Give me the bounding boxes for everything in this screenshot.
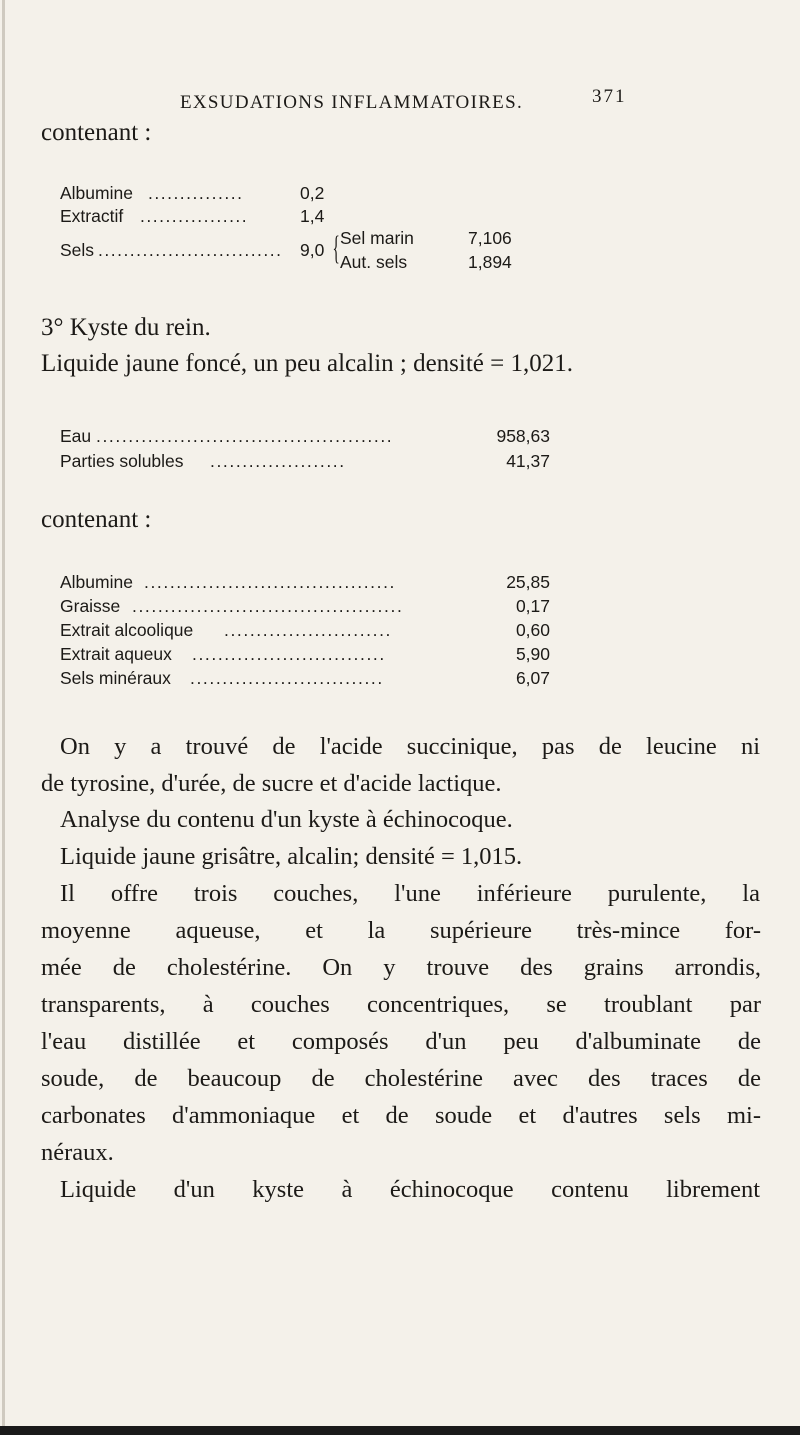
leader-dots: ................. bbox=[140, 206, 249, 226]
table-row bbox=[60, 668, 580, 690]
row-label: Albumine bbox=[60, 572, 133, 592]
sels-detail-row bbox=[340, 228, 580, 250]
leader-dots: ............... bbox=[148, 183, 244, 203]
paragraph-line: l'eau distillée et composés d'un peu d'albuminate de bbox=[41, 1028, 761, 1055]
brace: { bbox=[332, 230, 340, 267]
page-header bbox=[180, 86, 740, 116]
paragraph-line: moyenne aqueuse, et la supérieure très-mince for- bbox=[41, 917, 761, 944]
row-label: Sels bbox=[60, 240, 95, 260]
row-label: Extractif bbox=[60, 206, 124, 226]
paragraph-line: Liquide jaune grisâtre, alcalin; densité = 1,015. bbox=[60, 843, 523, 870]
paragraph-line: de tyrosine, d'urée, de sucre et d'acide lactique. bbox=[41, 770, 502, 797]
row-value: 9,0 bbox=[300, 240, 325, 260]
running-title: EXSUDATIONS INFLAMMATOIRES. bbox=[180, 92, 523, 113]
row-value: 41,37 bbox=[506, 451, 550, 471]
leader-dots: .......................................... bbox=[132, 596, 404, 616]
paragraph-line: néraux. bbox=[41, 1139, 114, 1166]
leader-dots: .......................... bbox=[224, 620, 393, 640]
leader-dots: ....................................... bbox=[144, 572, 397, 592]
row-value: 5,90 bbox=[515, 644, 550, 664]
paragraph-line: On y a trouvé de l'acide succinique, pas de leucine ni bbox=[60, 733, 760, 760]
section-description: Liquide jaune foncé, un peu alcalin ; densité = 1,021. bbox=[41, 350, 573, 377]
table-row bbox=[60, 426, 580, 448]
row-label: Sels minéraux bbox=[60, 668, 171, 688]
page-edge-bottom bbox=[0, 1426, 800, 1435]
paragraph-line: transparents, à couches concentriques, se troublant par bbox=[41, 991, 761, 1018]
detail-value: 7,106 bbox=[468, 228, 512, 248]
detail-label: Aut. sels bbox=[340, 252, 408, 272]
row-value: 958,63 bbox=[496, 426, 550, 446]
paragraph-line: Analyse du contenu d'un kyste à échinocoque. bbox=[60, 806, 513, 833]
paragraph-line: mée de cholestérine. On y trouve des grains arrondis, bbox=[41, 954, 761, 981]
page-number: 371 bbox=[592, 86, 627, 107]
section-heading: 3° Kyste du rein. bbox=[41, 314, 211, 341]
row-label: Parties solubles bbox=[60, 451, 184, 471]
row-value: 0,60 bbox=[515, 620, 550, 640]
row-value: 25,85 bbox=[506, 572, 550, 592]
row-label: Albumine bbox=[60, 183, 133, 203]
paragraph-line: Liquide d'un kyste à échinocoque contenu librement bbox=[60, 1176, 760, 1203]
leader-dots: .............................. bbox=[192, 644, 386, 664]
detail-label: Sel marin bbox=[340, 228, 414, 248]
contenant-label: contenant : bbox=[41, 506, 152, 533]
row-label: Graisse bbox=[60, 596, 121, 616]
leader-dots: ............................. bbox=[98, 240, 283, 260]
table-row bbox=[60, 620, 580, 642]
sels-detail-row bbox=[340, 252, 580, 274]
table-row bbox=[60, 206, 325, 228]
detail-value: 1,894 bbox=[468, 252, 512, 272]
row-value: 0,2 bbox=[300, 183, 325, 203]
row-value: 6,07 bbox=[515, 668, 550, 688]
row-label: Eau bbox=[60, 426, 92, 446]
intro-label: contenant : bbox=[41, 119, 152, 146]
row-value: 0,17 bbox=[515, 596, 550, 616]
leader-dots: .............................. bbox=[190, 668, 384, 688]
page-edge-left bbox=[2, 0, 5, 1435]
table-row bbox=[60, 644, 580, 666]
table-row bbox=[60, 572, 580, 594]
leader-dots: .............................................. bbox=[96, 426, 394, 446]
table-row bbox=[60, 451, 580, 473]
table-row bbox=[60, 596, 580, 618]
paragraph-line: Il offre trois couches, l'une inférieure purulente, la bbox=[60, 880, 760, 907]
row-label: Extrait aqueux bbox=[60, 644, 172, 664]
paragraph-line: carbonates d'ammoniaque et de soude et d'autres sels mi- bbox=[41, 1102, 761, 1129]
row-value: 1,4 bbox=[300, 206, 325, 226]
table-row bbox=[60, 183, 325, 205]
row-label: Extrait alcoolique bbox=[60, 620, 194, 640]
leader-dots: ..................... bbox=[210, 451, 346, 471]
paragraph-line: soude, de beaucoup de cholestérine avec des traces de bbox=[41, 1065, 761, 1092]
